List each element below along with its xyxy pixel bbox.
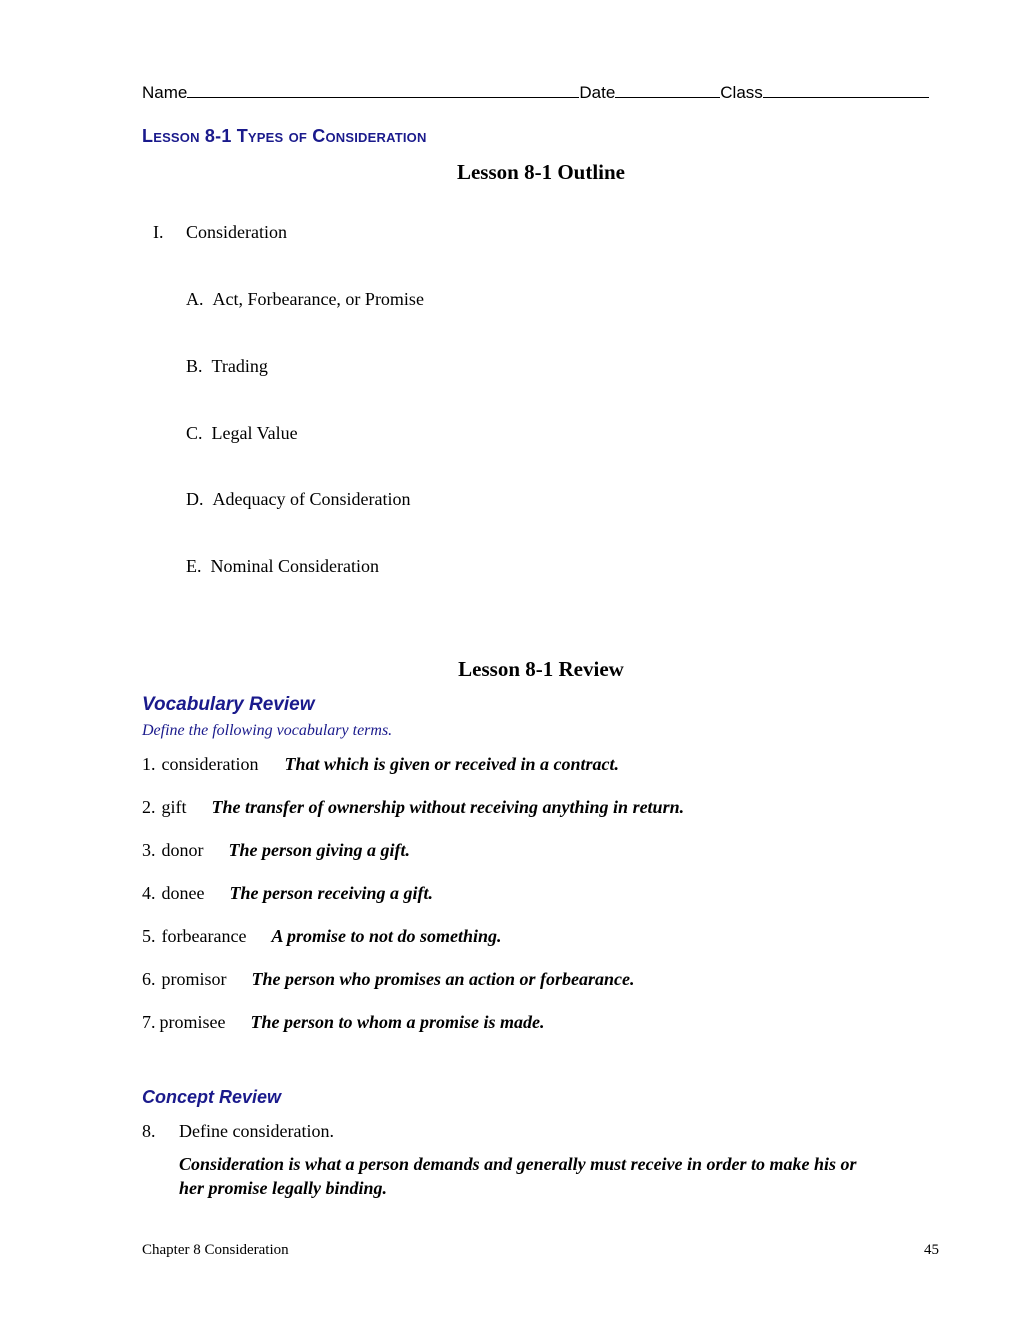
class-blank[interactable] (763, 82, 929, 98)
vocab-number: 2. (142, 797, 156, 817)
concept-question: Define consideration. (179, 1121, 334, 1141)
vocab-number: 7. (142, 1012, 156, 1032)
concept-answer-line-1[interactable]: Consideration is what a person demands and generally must receive in order to make his or (179, 1154, 857, 1174)
vocab-definition[interactable]: The person receiving a gift. (229, 883, 433, 903)
vocab-item (142, 797, 684, 818)
vocab-instructions: Define the following vocabulary terms. (142, 722, 393, 739)
outline-item-letter: B. (186, 356, 203, 376)
vocab-definition[interactable]: That which is given or received in a contract. (284, 754, 619, 774)
footer-chapter: Chapter 8 Consideration (142, 1242, 289, 1258)
vocab-definition[interactable]: A promise to not do something. (271, 926, 502, 946)
name-label: Name (142, 83, 188, 102)
concept-answer-line-2[interactable]: her promise legally binding. (179, 1178, 388, 1198)
vocab-definition[interactable]: The transfer of ownership without receiving anything in return. (211, 797, 685, 817)
vocab-definition[interactable]: The person to whom a promise is made. (250, 1012, 545, 1032)
outline-item-letter: D. (186, 489, 204, 509)
header-fields (142, 82, 929, 103)
footer-page-number: 45 (924, 1242, 939, 1258)
vocab-item (142, 754, 619, 775)
vocab-term: donor (161, 840, 204, 860)
class-label: Class (720, 83, 763, 102)
vocab-number: 4. (142, 883, 156, 903)
outline-item-letter: A. (186, 289, 204, 309)
vocab-number: 5. (142, 926, 156, 946)
vocab-term: promisor (161, 969, 227, 989)
outline-item-label: Trading (211, 356, 268, 376)
date-label: Date (579, 83, 616, 102)
outline-main-label: Consideration (186, 222, 287, 242)
vocab-item (142, 1012, 545, 1033)
name-blank[interactable] (187, 82, 579, 98)
outline-item (186, 489, 410, 510)
outline-main-numeral: I. (153, 222, 164, 242)
outline-item (186, 556, 379, 577)
outline-item-label: Nominal Consideration (210, 556, 379, 576)
vocab-number: 6. (142, 969, 156, 989)
vocab-number: 1. (142, 754, 156, 774)
vocab-definition[interactable]: The person who promises an action or forbearance. (251, 969, 635, 989)
vocab-item (142, 883, 433, 904)
outline-item-label: Legal Value (211, 423, 298, 443)
vocab-term: donee (161, 883, 205, 903)
vocab-item (142, 969, 635, 990)
vocab-heading: Vocabulary Review (142, 694, 315, 715)
vocab-term: gift (161, 797, 187, 817)
vocab-term: consideration (161, 754, 259, 774)
vocab-number: 3. (142, 840, 156, 860)
outline-item-letter: C. (186, 423, 203, 443)
outline-item (186, 356, 268, 377)
vocab-item (142, 926, 501, 947)
outline-item-letter: E. (186, 556, 202, 576)
concept-heading: Concept Review (142, 1087, 282, 1107)
vocab-term: promisee (159, 1012, 226, 1032)
date-blank[interactable] (615, 82, 720, 98)
outline-item-label: Act, Forbearance, or Promise (212, 289, 424, 309)
review-title: Lesson 8-1 Review (458, 657, 624, 681)
outline-item (186, 423, 298, 444)
outline-item (186, 289, 424, 310)
vocab-definition[interactable]: The person giving a gift. (228, 840, 411, 860)
lesson-heading: Lesson 8-1 Types of Consideration (142, 126, 427, 146)
vocab-term: forbearance (161, 926, 247, 946)
concept-number: 8. (142, 1121, 156, 1141)
vocab-item (142, 840, 410, 861)
outline-item-label: Adequacy of Consideration (212, 489, 411, 509)
outline-title: Lesson 8-1 Outline (456, 160, 626, 184)
